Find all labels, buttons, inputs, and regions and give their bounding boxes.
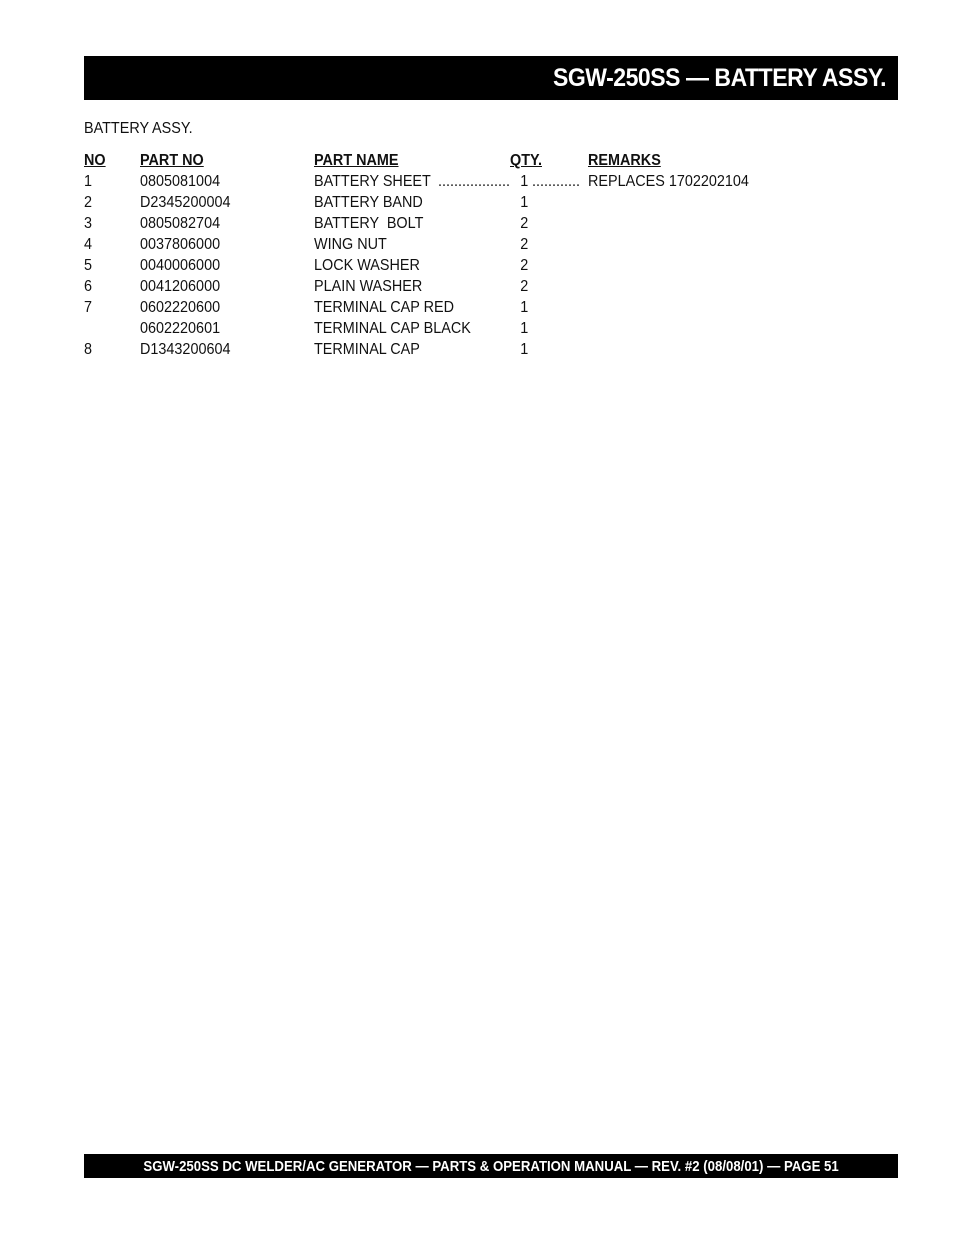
row-part-name: TERMINAL CAP RED	[314, 299, 455, 316]
parts-table	[84, 150, 844, 360]
row-part-no: D2345200004	[140, 194, 231, 211]
row-part-name: TERMINAL CAP	[314, 341, 420, 358]
row-qty: 2	[520, 257, 529, 274]
column-header-no: NO	[84, 152, 106, 169]
row-part-no: 0805081004	[140, 173, 221, 190]
row-part-no: D1343200604	[140, 341, 231, 358]
table-header-row	[84, 150, 844, 171]
row-qty: 2	[520, 236, 529, 253]
table-row	[84, 171, 844, 192]
row-qty: 1	[520, 173, 529, 190]
row-part-no: 0602220601	[140, 320, 221, 337]
row-no: 7	[84, 299, 93, 316]
column-header-qty: QTY.	[510, 152, 543, 169]
row-part-no: 0602220600	[140, 299, 221, 316]
row-part-name: BATTERY BAND	[314, 194, 423, 211]
table-row	[84, 276, 844, 297]
dot-leader: ............	[532, 173, 581, 190]
row-part-name: LOCK WASHER	[314, 257, 420, 274]
table-row	[84, 213, 844, 234]
column-header-part-name: PART NAME	[314, 152, 399, 169]
row-qty: 2	[520, 278, 529, 295]
column-header-part-no: PART NO	[140, 152, 204, 169]
dot-leader: ..................	[438, 173, 511, 190]
row-part-name: WING NUT	[314, 236, 387, 253]
section-label: BATTERY ASSY.	[84, 120, 193, 137]
row-qty: 1	[520, 299, 529, 316]
table-row	[84, 192, 844, 213]
row-no: 4	[84, 236, 93, 253]
row-no: 1	[84, 173, 93, 190]
row-qty: 1	[520, 194, 529, 211]
table-row	[84, 339, 844, 360]
row-qty: 1	[520, 341, 529, 358]
row-part-no: 0805082704	[140, 215, 221, 232]
row-part-name: TERMINAL CAP BLACK	[314, 320, 471, 337]
page-header-bar	[84, 56, 898, 100]
table-row	[84, 255, 844, 276]
row-no: 5	[84, 257, 93, 274]
footer-text: SGW-250SS DC WELDER/AC GENERATOR — PARTS & OPERATION MANUAL — REV. #2 (08/08/01) — PAGE 51	[143, 1157, 839, 1175]
column-header-remarks: REMARKS	[588, 152, 661, 169]
row-qty: 1	[520, 320, 529, 337]
page-footer-bar	[84, 1154, 898, 1178]
row-no: 6	[84, 278, 93, 295]
row-remarks: REPLACES 1702202104	[588, 173, 749, 190]
row-no: 8	[84, 341, 93, 358]
row-no: 3	[84, 215, 93, 232]
row-part-no: 0037806000	[140, 236, 221, 253]
row-no: 2	[84, 194, 93, 211]
row-part-name: BATTERY SHEET	[314, 173, 431, 190]
row-part-name: BATTERY BOLT	[314, 215, 424, 232]
table-row	[84, 234, 844, 255]
row-part-no: 0040006000	[140, 257, 221, 274]
row-part-no: 0041206000	[140, 278, 221, 295]
table-row	[84, 318, 844, 339]
page-title: SGW-250SS — BATTERY ASSY.	[552, 63, 886, 92]
row-qty: 2	[520, 215, 529, 232]
table-row	[84, 297, 844, 318]
row-part-name: PLAIN WASHER	[314, 278, 423, 295]
